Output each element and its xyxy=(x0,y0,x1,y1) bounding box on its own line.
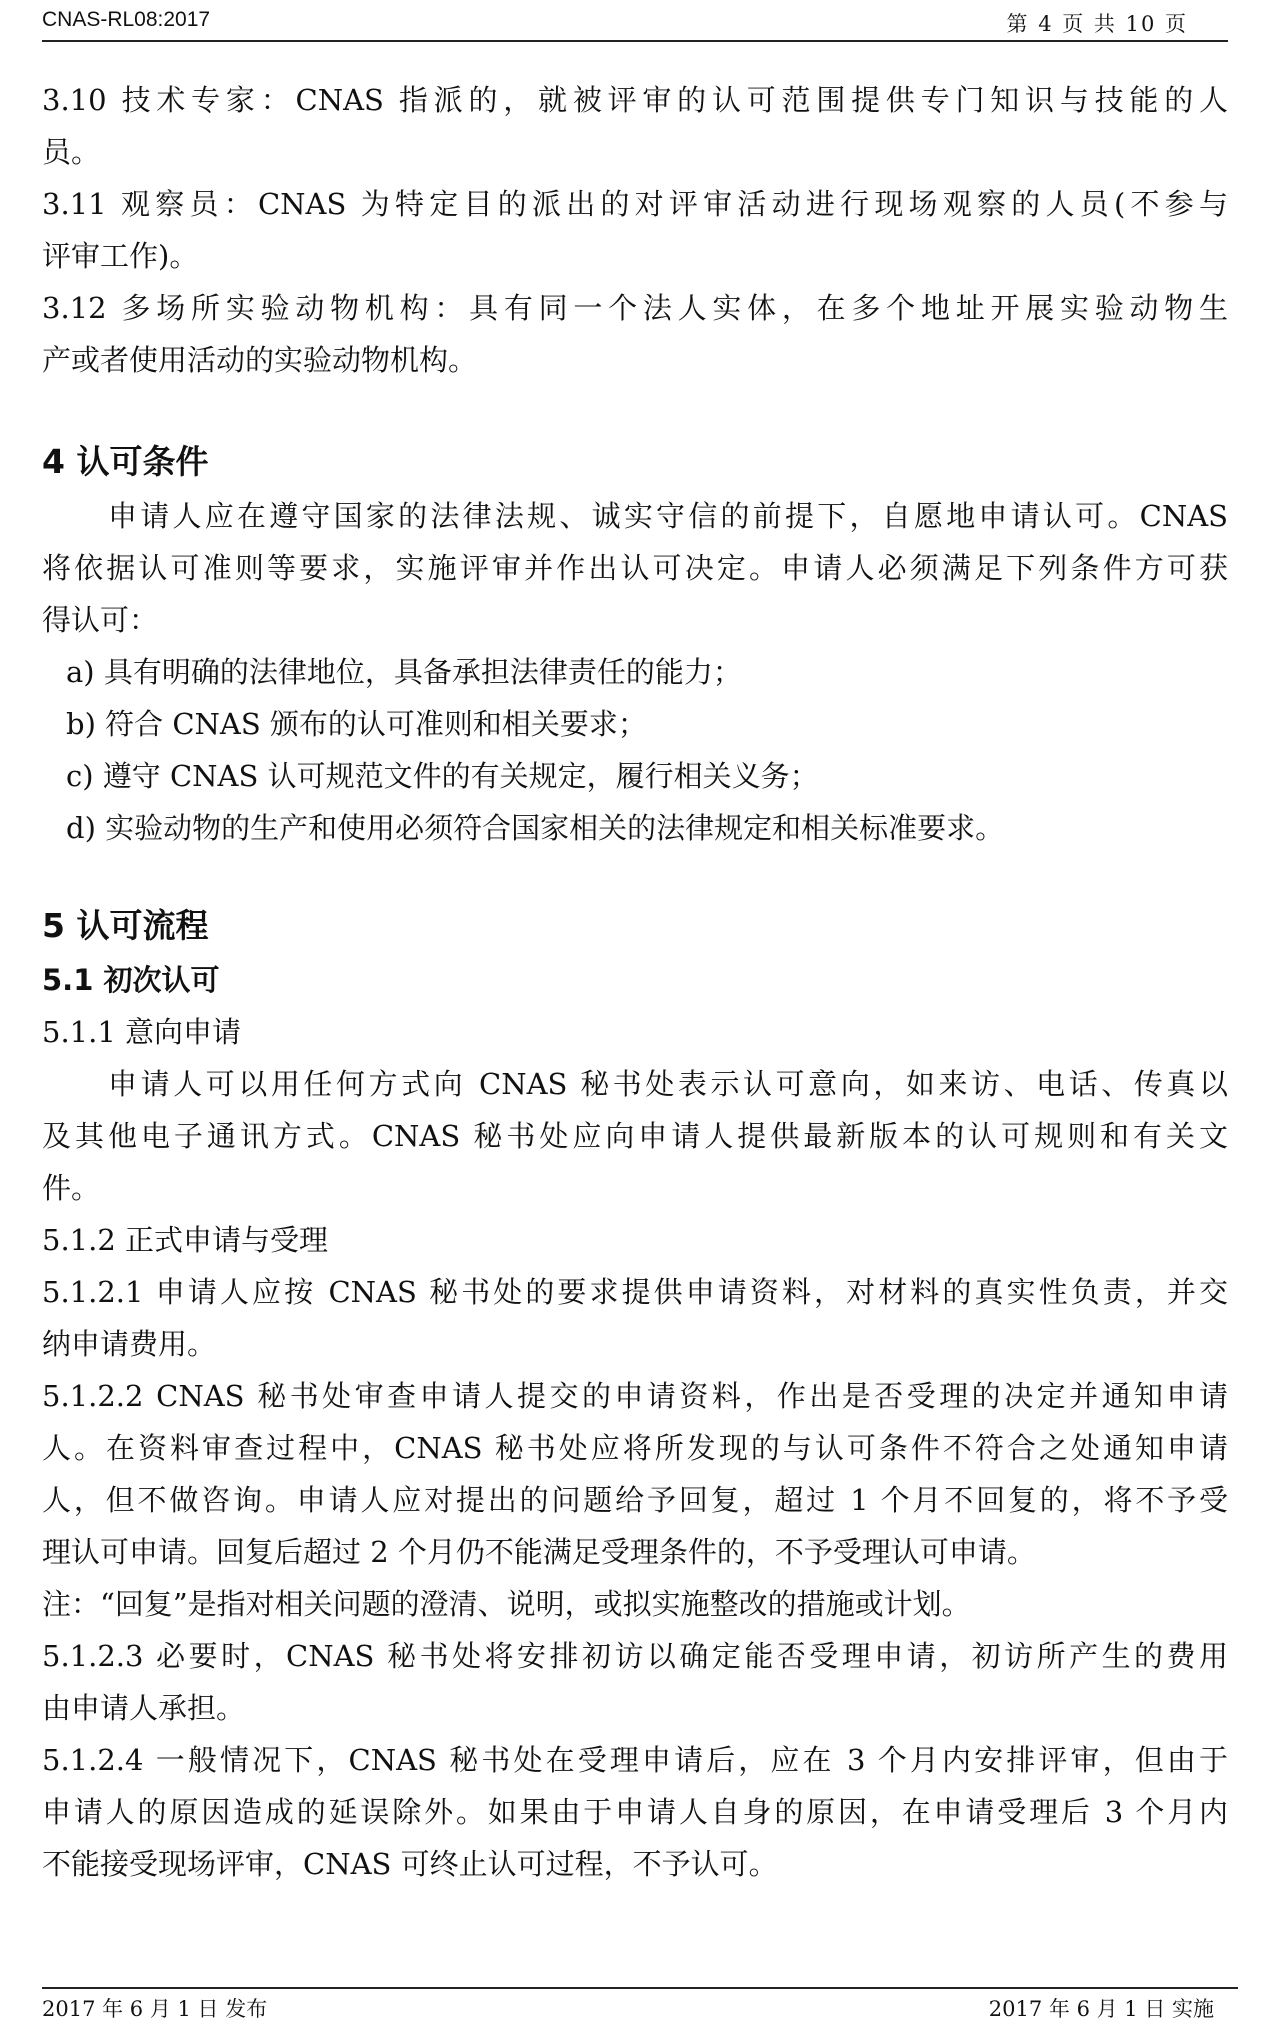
definition-3-11 xyxy=(42,178,1228,282)
section-5-1-1-paragraph xyxy=(42,1058,1228,1214)
section-4-paragraph xyxy=(42,490,1228,646)
clause-5-1-2-2 xyxy=(42,1370,1228,1578)
text-line: 3.12 多场所实验动物机构：具有同一个法人实体，在多个地址开展实验动物生 xyxy=(42,291,1228,325)
text-line: 人。在资料审查过程中，CNAS 秘书处应将所发现的与认可条件不符合之处通知申请 xyxy=(42,1431,1228,1465)
issue-date: 2017 年 6 月 1 日 发布 xyxy=(42,1997,268,2021)
text-line: 5.1.2.1 申请人应按 CNAS 秘书处的要求提供申请资料，对材料的真实性负责，并交 xyxy=(42,1275,1228,1309)
clause-5-1-2-1 xyxy=(42,1266,1228,1370)
page-header xyxy=(42,6,1228,42)
text-line: 不能接受现场评审，CNAS 可终止认可过程，不予认可。 xyxy=(42,1847,778,1881)
text-line: 理认可申请。回复后超过 2 个月仍不能满足受理条件的，不予受理认可申请。 xyxy=(42,1535,1036,1569)
section-5-1-2-heading: 5.1.2 正式申请与受理 xyxy=(42,1223,329,1257)
section-5-1-heading: 5.1 初次认可 xyxy=(42,963,220,997)
definition-3-10 xyxy=(42,74,1228,178)
text-line: 人，但不做咨询。申请人应对提出的问题给予回复，超过 1 个月不回复的，将不予受 xyxy=(42,1483,1228,1517)
text-line: 员。 xyxy=(42,135,101,169)
definition-3-12 xyxy=(42,282,1228,386)
doc-code: CNAS-RL08:2017 xyxy=(42,8,211,31)
page-footer xyxy=(42,1987,1238,2029)
text-line: 申请人的原因造成的延误除外。如果由于申请人自身的原因，在申请受理后 3 个月内 xyxy=(42,1795,1228,1829)
text-line: 评审工作)。 xyxy=(42,239,199,273)
text-line: 5.1.2.4 一般情况下，CNAS 秘书处在受理申请后，应在 3 个月内安排评审，但由于 xyxy=(42,1743,1228,1777)
text-line: 纳申请费用。 xyxy=(42,1327,217,1361)
text-line: 件。 xyxy=(42,1171,101,1205)
section-4-list xyxy=(42,646,1228,854)
list-item: a) 具有明确的法律地位，具备承担法律责任的能力； xyxy=(66,655,742,689)
text-line: 5.1.2.2 CNAS 秘书处审查申请人提交的申请资料，作出是否受理的决定并通知申请 xyxy=(42,1379,1228,1413)
section-5-heading: 5 认可流程 xyxy=(42,906,209,945)
text-line: 产或者使用活动的实验动物机构。 xyxy=(42,343,478,377)
page-number: 第 4 页 共 10 页 xyxy=(1006,12,1188,36)
text-line: 5.1.2.3 必要时，CNAS 秘书处将安排初访以确定能否受理申请，初访所产生的费用 xyxy=(42,1639,1228,1673)
list-item: b) 符合 CNAS 颁布的认可准则和相关要求； xyxy=(66,707,647,741)
text-line: 得认可： xyxy=(42,603,159,637)
text-line: 申请人可以用任何方式向 CNAS 秘书处表示认可意向，如来访、电话、传真以 xyxy=(108,1067,1228,1101)
clause-5-1-2-4 xyxy=(42,1734,1228,1890)
section-4-heading: 4 认可条件 xyxy=(42,442,209,481)
page-content xyxy=(42,74,1228,1890)
note: 注：“回复”是指对相关问题的澄清、说明，或拟实施整改的措施或计划。 xyxy=(42,1587,971,1621)
clause-5-1-2-3 xyxy=(42,1630,1228,1734)
text-line: 由申请人承担。 xyxy=(42,1691,246,1725)
text-line: 及其他电子通讯方式。CNAS 秘书处应向申请人提供最新版本的认可规则和有关文 xyxy=(42,1119,1228,1153)
text-line: 3.10 技术专家：CNAS 指派的，就被评审的认可范围提供专门知识与技能的人 xyxy=(42,83,1228,117)
text-line: 申请人应在遵守国家的法律法规、诚实守信的前提下，自愿地申请认可。CNAS xyxy=(108,499,1228,533)
section-5-1-1-heading: 5.1.1 意向申请 xyxy=(42,1015,242,1049)
text-line: 3.11 观察员：CNAS 为特定目的派出的对评审活动进行现场观察的人员(不参与 xyxy=(42,187,1228,221)
implementation-date: 2017 年 6 月 1 日 实施 xyxy=(988,1997,1214,2021)
text-line: 将依据认可准则等要求，实施评审并作出认可决定。申请人必须满足下列条件方可获 xyxy=(42,551,1228,585)
list-item: d) 实验动物的生产和使用必须符合国家相关的法律规定和相关标准要求。 xyxy=(66,811,1005,845)
list-item: c) 遵守 CNAS 认可规范文件的有关规定，履行相关义务； xyxy=(66,759,819,793)
